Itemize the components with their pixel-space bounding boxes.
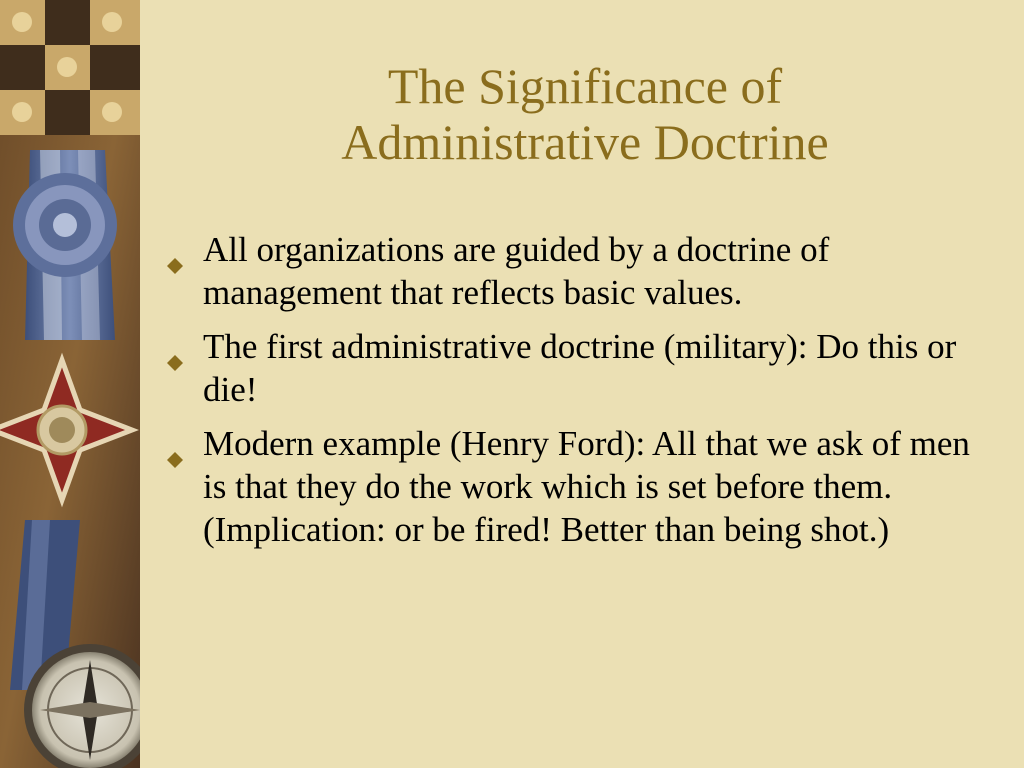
bullet-text: Modern example (Henry Ford): All that we ask of men is that they do the work which is set before them. (Implication: or be fired! Better than being shot.) [203,424,970,549]
medal-and-compass-image [0,0,140,768]
bullet-list [165,228,1000,562]
bullet-text: The first administrative doctrine (military): Do this or die! [203,327,957,409]
diamond-bullet-icon [167,241,183,257]
bullet-item [165,325,1000,411]
bullet-text: All organizations are guided by a doctrine of management that reflects basic values. [203,230,830,312]
diamond-bullet-icon [167,435,183,451]
diamond-bullet-icon [167,338,183,354]
slide-title-line-1: The Significance of [387,58,783,114]
slide-title-line-2: Administrative Doctrine [341,114,829,170]
bullet-item [165,422,1000,551]
bullet-item [165,228,1000,314]
slide-title [150,58,1020,170]
